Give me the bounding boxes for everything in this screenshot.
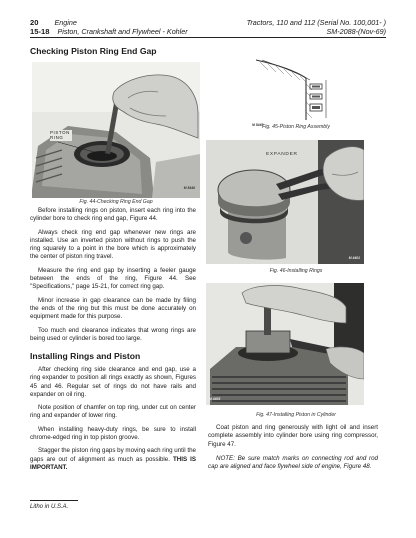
paragraph-5: Too much end clearance indicates that wrong rings are being used or cylinder is bored too large. [30,326,196,342]
fig47-caption: Fig. 47-Installing Piston in Cylinder [256,412,336,418]
fig47-mark: M 4403 [209,397,221,401]
paragraph-4: Minor increase in gap clearance can be made by filing the ends of the ring but this must be done accurately on equipment made for this purpose. [30,296,196,321]
paragraph-1: Before installing rings on piston, insert each ring into the cylinder bore to check ring end gap, Figure 44. [30,207,196,223]
fig44-caption: Fig. 44-Checking Ring End Gap [79,199,153,205]
piston-ring-label: PISTON RING [50,130,72,141]
sub-page-number: 15-18 [30,27,50,36]
sub-section-title: Piston, Crankshaft and Flywheel - Kohler [57,27,188,36]
fig45-diagram [254,58,336,122]
paragraph-7: Note position of chamfer on top ring, under cut on center ring and expander of lower ring. [30,404,196,420]
page-number: 20 [30,18,39,27]
paragraph-8: When installing heavy-duty rings, be sure to install chrome-edged ring in top piston groove. [30,425,196,442]
fig45-mark: M 5445 [252,123,264,127]
section-title: Engine [54,18,77,27]
footer-rule [30,500,78,501]
fig44-mark: M 5446 [183,186,195,190]
paragraph-9-text: Stagger the piston ring gaps by moving each ring until the gaps are out of alignment as much as possible. [30,447,196,463]
note-match-marks: NOTE: Be sure match marks on connecting rod and rod cap are aligned and face flywheel side of engine, Figure 48. [208,454,378,471]
important-emphasis: THIS IS IMPORTANT. [30,455,196,471]
paragraph-3: Measure the ring end gap by inserting a feeler gauge between the ends of the ring, Figure 44. See "Specifications," page 15-21, for correct ring gap. [30,266,196,291]
fig46-photo [206,140,364,264]
heading-installing-rings: Installing Rings and Piston [30,351,141,361]
manual-code: SM-2088-(Nov-69) [326,27,386,36]
paragraph-9 [30,447,196,472]
model-line: Tractors, 110 and 112 (Serial No. 100,001- ) [246,18,386,27]
fig45-caption: Fig. 45-Piston Ring Assembly [262,124,330,130]
heading-checking-ring-gap: Checking Piston Ring End Gap [30,46,157,56]
fig47-photo [206,283,364,405]
paragraph-2: Always check ring end gap whenever new rings are installed. Use an inverted piston without rings to push the ring squarely to a point in the bore which is approximately the center of piston ring travel. [30,228,196,261]
header-rule [30,37,386,38]
fig46-mark: M 4401 [348,256,360,260]
paragraph-10: Coat piston and ring generously with light oil and insert complete assembly into cylinder bore using ring compressor, Figure 47. [208,424,378,448]
fig44-photo [32,62,200,198]
expander-label: EXPANDER [266,152,298,157]
fig46-caption: Fig. 46-Installing Rings [269,268,323,274]
paragraph-6: After checking ring side clearance and end gap, use a ring expander to position all rings exactly as shown, Figures 45 and 46. Regular set of rings do not have rails and expander on oil ring. [30,366,196,398]
litho-credit: Litho in U.S.A. [30,504,69,510]
